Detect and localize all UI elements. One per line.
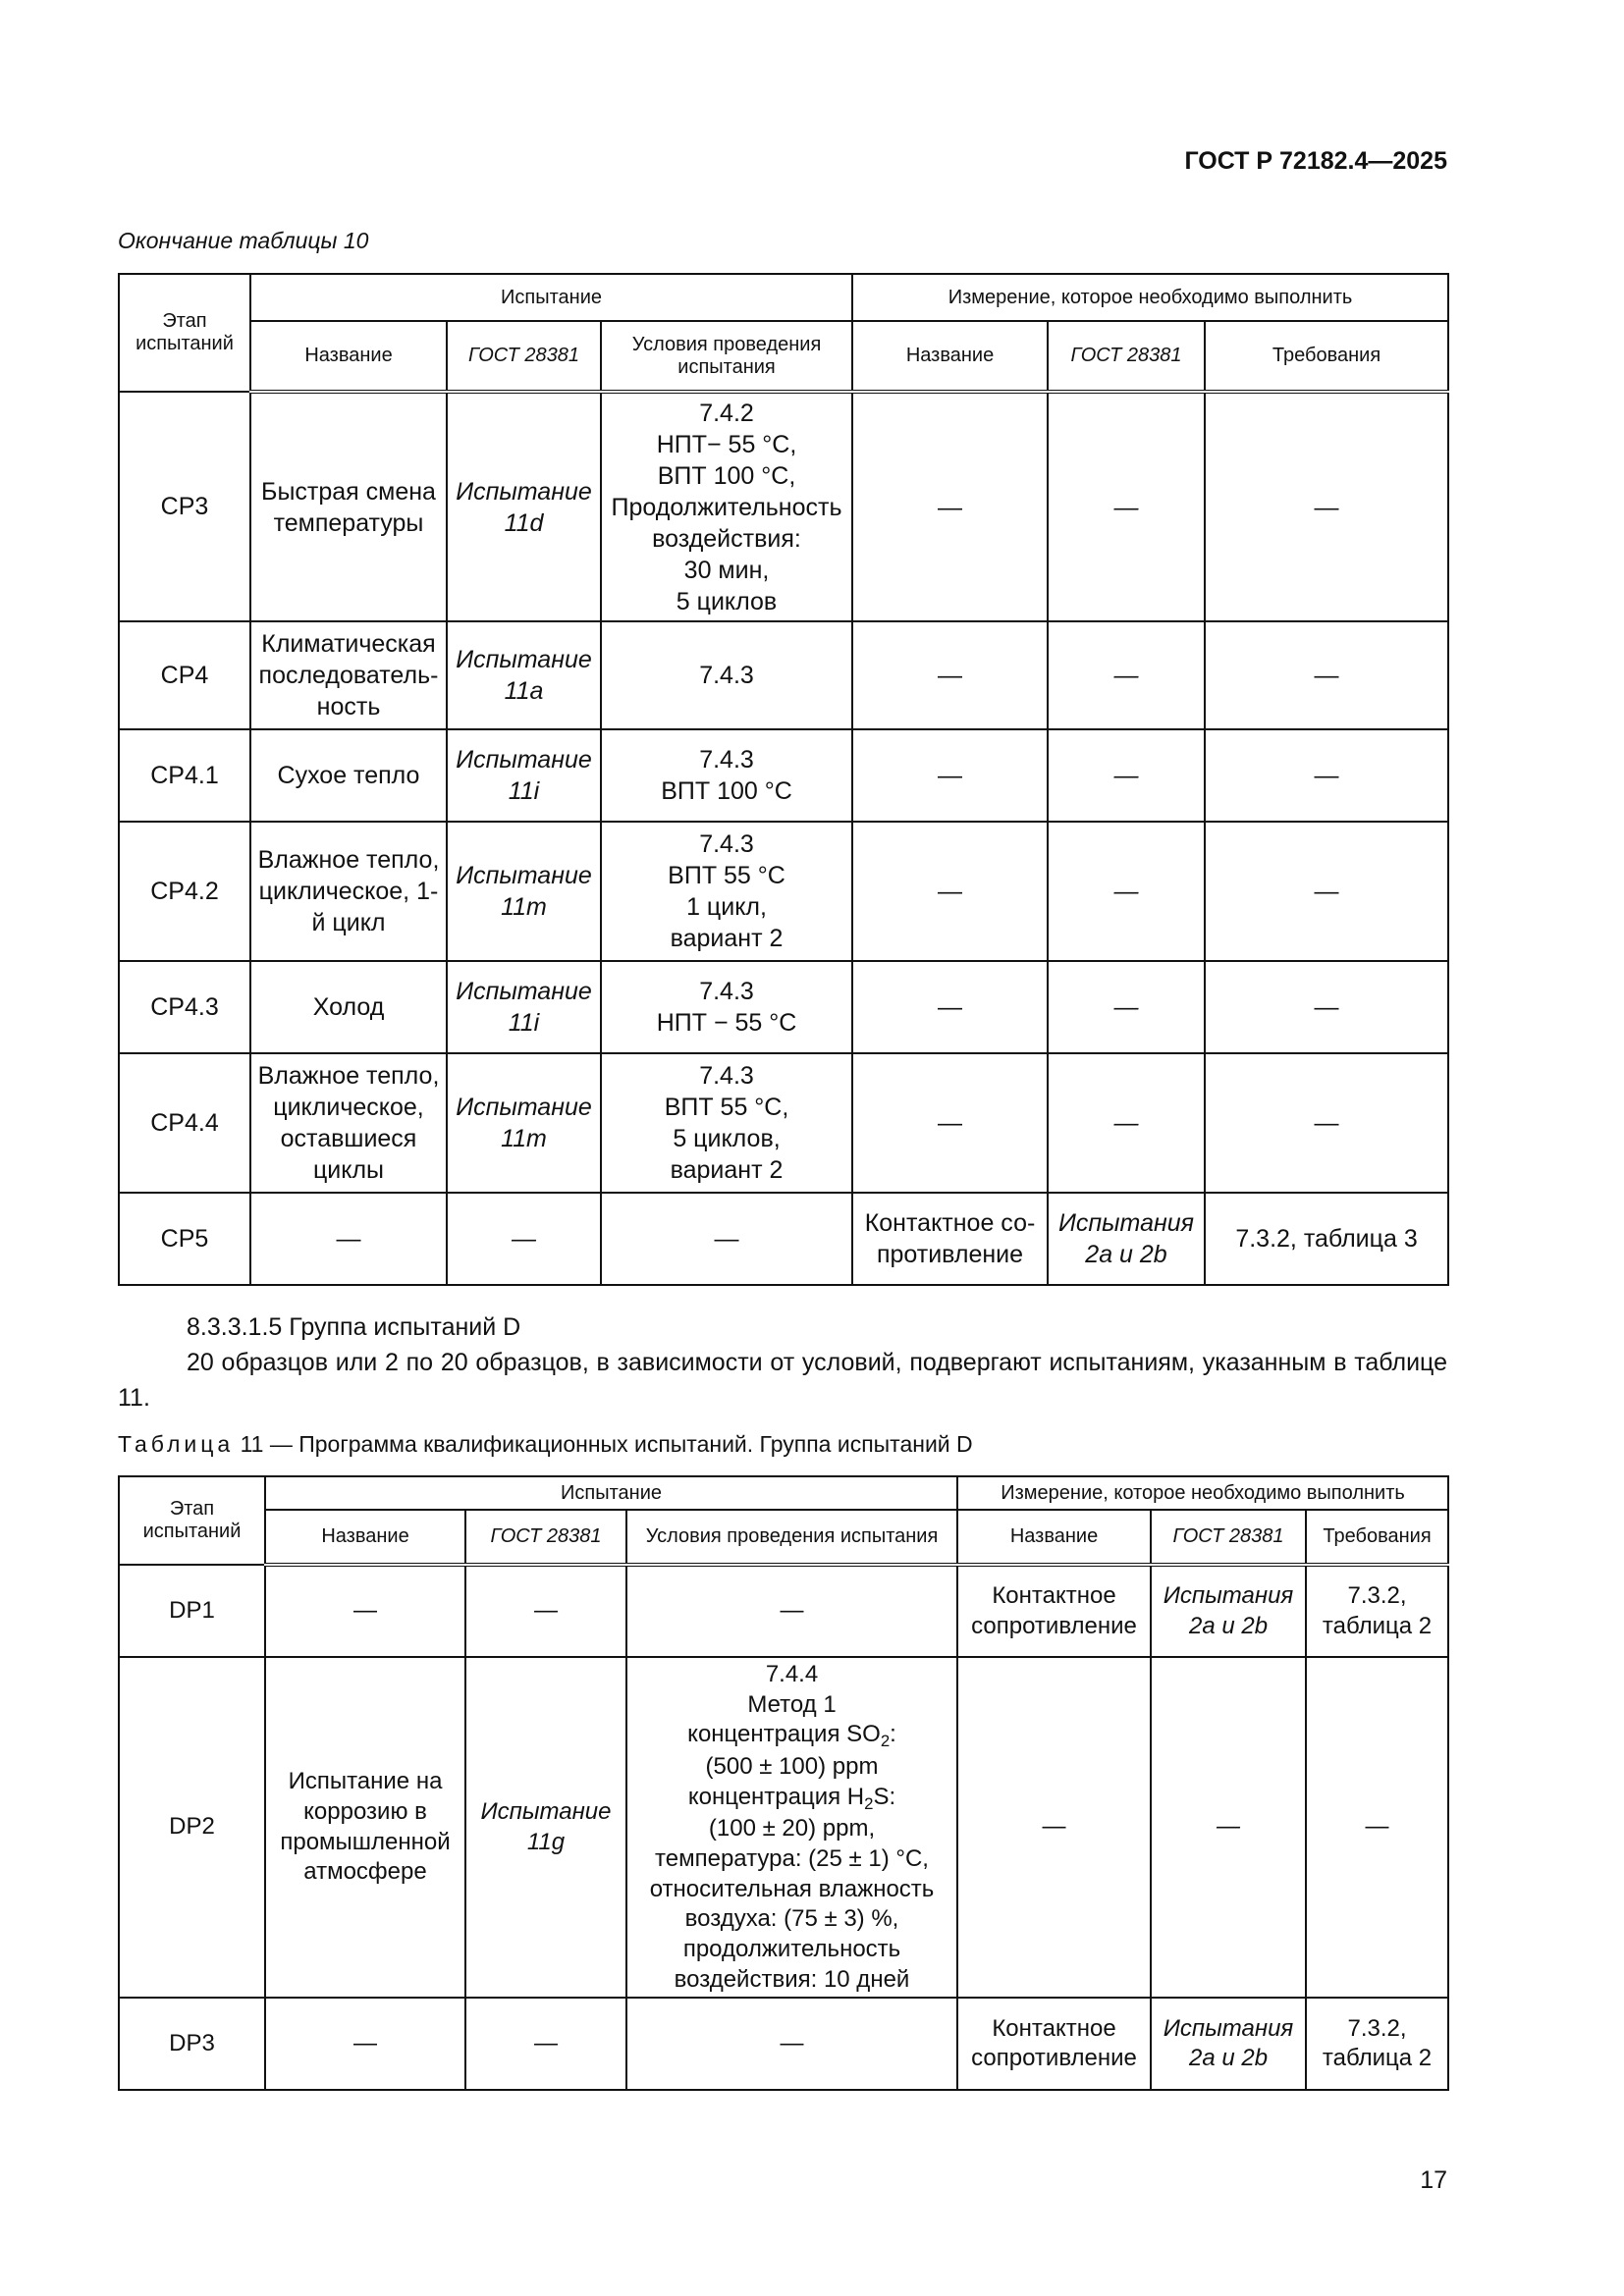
header-measure-group: Измерение, которое необходимо выполнить xyxy=(957,1476,1448,1510)
header-test-conditions: Условия проведения испытания xyxy=(601,321,852,392)
table-row xyxy=(119,822,1448,961)
header-stage: Этап испытаний xyxy=(119,1476,265,1565)
gost-cell: — xyxy=(447,1193,601,1285)
header-requirements: Требования xyxy=(1306,1510,1448,1565)
conditions-line: относительная влажность xyxy=(649,1875,935,1902)
stage-cell: CP4.1 xyxy=(119,729,250,822)
table-row xyxy=(119,1657,1448,1998)
test-name-cell: Климатическая последователь-ность xyxy=(250,621,447,729)
table11-caption-text: 11 — Программа квалификационных испытаний. Группа испытаний D xyxy=(240,1431,973,1457)
conditions-line: воздействия: xyxy=(652,524,801,553)
test-name-cell: Испытание на коррозию в промышленной атмосфере xyxy=(265,1657,465,1998)
test-name-cell: Влажное тепло, циклическое, 1-й цикл xyxy=(250,822,447,961)
requirements-cell: — xyxy=(1205,621,1448,729)
measure-name-cell: — xyxy=(852,1053,1048,1193)
table-row xyxy=(119,392,1448,621)
measure-gost-cell: Испытания 2a и 2b xyxy=(1151,1565,1306,1657)
requirements-cell: 7.3.2, таблица 3 xyxy=(1205,1193,1448,1285)
h2s-prefix: концентрация H xyxy=(687,1783,865,1810)
conditions-line: 5 циклов xyxy=(676,587,778,615)
stage-cell: CP4.2 xyxy=(119,822,250,961)
conditions-line: ВПТ 55 °C, xyxy=(664,1094,789,1121)
requirements-cell: 7.3.2, таблица 2 xyxy=(1306,1565,1448,1657)
h2s-subscript: 2 xyxy=(864,1793,874,1813)
measure-gost-cell: — xyxy=(1048,822,1205,961)
header-measure-name: Название xyxy=(852,321,1048,392)
table-row xyxy=(119,961,1448,1053)
conditions-cell xyxy=(601,1053,852,1193)
measure-gost-cell: — xyxy=(1048,1053,1205,1193)
section-body: 20 образцов или 2 по 20 образцов, в зависимости от условий, подвергают испытаниям, указанным в таблице 11. xyxy=(118,1349,1447,1412)
header-test-conditions: Условия проведения испытания xyxy=(626,1510,957,1565)
measure-gost-cell: — xyxy=(1151,1657,1306,1998)
measure-name-cell: — xyxy=(852,961,1048,1053)
gost-cell: Испытание 11m xyxy=(447,1053,601,1193)
h2s-suffix: S: xyxy=(873,1783,896,1810)
measure-name-cell: — xyxy=(852,729,1048,822)
table11-caption-label: Таблица xyxy=(118,1431,235,1457)
requirements-cell: — xyxy=(1306,1657,1448,1998)
conditions-line: Метод 1 xyxy=(747,1690,837,1718)
measure-gost-cell: — xyxy=(1048,621,1205,729)
header-test-gost: ГОСТ 28381 xyxy=(465,1510,626,1565)
measure-name-cell: Контактное сопротивление xyxy=(957,1565,1151,1657)
conditions-line: воздействия: 10 дней xyxy=(674,1965,910,1993)
header-test-group: Испытание xyxy=(250,274,852,321)
header-test-name: Название xyxy=(265,1510,465,1565)
section-heading: 8.3.3.1.5 Группа испытаний D xyxy=(187,1313,521,1341)
header-measure-name: Название xyxy=(957,1510,1151,1565)
gost-cell: Испытание 11i xyxy=(447,961,601,1053)
conditions-line: 7.4.2 xyxy=(699,399,754,427)
gost-cell: Испытание 11d xyxy=(447,392,601,621)
measure-name-cell: — xyxy=(852,621,1048,729)
conditions-cell xyxy=(601,1193,852,1285)
test-name-cell: Влажное тепло, циклическое, оставшиеся циклы xyxy=(250,1053,447,1193)
table-row xyxy=(119,1053,1448,1193)
conditions-cell xyxy=(601,961,852,1053)
gost-cell: Испытание 11m xyxy=(447,822,601,961)
measure-gost-cell: — xyxy=(1048,729,1205,822)
conditions-line: (500 ± 100) ppm xyxy=(705,1752,879,1780)
requirements-cell: 7.3.2, таблица 2 xyxy=(1306,1998,1448,2090)
conditions-line-h2s xyxy=(631,1783,952,1815)
measure-name-cell: Контактное со-противление xyxy=(852,1193,1048,1285)
requirements-cell: — xyxy=(1205,822,1448,961)
conditions-line: 7.4.4 xyxy=(765,1661,819,1687)
requirements-cell: — xyxy=(1205,961,1448,1053)
conditions-line: 7.4.3 xyxy=(699,978,754,1005)
conditions-line: вариант 2 xyxy=(670,1156,784,1184)
test-name-cell: Сухое тепло xyxy=(250,729,447,822)
measure-gost-cell: — xyxy=(1048,961,1205,1053)
conditions-line-so2 xyxy=(631,1720,952,1752)
measure-gost-cell: Испытания 2a и 2b xyxy=(1151,1998,1306,2090)
conditions-cell xyxy=(601,621,852,729)
table11-caption xyxy=(118,1431,973,1458)
test-name-cell: Быстрая смена температуры xyxy=(250,392,447,621)
table-row xyxy=(119,1998,1448,2090)
conditions-cell xyxy=(601,822,852,961)
gost-cell: — xyxy=(465,1998,626,2090)
stage-cell: CP4 xyxy=(119,621,250,729)
conditions-cell xyxy=(601,729,852,822)
table-10 xyxy=(118,273,1449,1286)
conditions-line: воздуха: (75 ± 3) %, xyxy=(684,1905,899,1933)
stage-cell: DP3 xyxy=(119,1998,265,2090)
conditions-line: температура: (25 ± 1) °C, xyxy=(655,1844,929,1872)
header-test-group: Испытание xyxy=(265,1476,957,1510)
conditions-line: ВПТ 100 °C, xyxy=(657,461,796,490)
test-name-cell: — xyxy=(265,1998,465,2090)
measure-gost-cell: — xyxy=(1048,392,1205,621)
stage-cell: CP5 xyxy=(119,1193,250,1285)
gost-cell: Испытание 11i xyxy=(447,729,601,822)
conditions-line: 7.4.3 xyxy=(699,830,754,858)
requirements-cell: — xyxy=(1205,392,1448,621)
conditions-line: (100 ± 20) ppm, xyxy=(708,1815,876,1842)
header-measure-gost: ГОСТ 28381 xyxy=(1151,1510,1306,1565)
header-stage: Этап испытаний xyxy=(119,274,250,392)
stage-cell: DP1 xyxy=(119,1565,265,1657)
conditions-cell: — xyxy=(626,1565,957,1657)
conditions-line: ВПТ 55 °C xyxy=(668,862,785,889)
gost-cell: Испытание 11g xyxy=(465,1657,626,1998)
conditions-line: 5 циклов, xyxy=(673,1125,781,1152)
conditions-line: вариант 2 xyxy=(670,925,784,952)
page-number: 17 xyxy=(1420,2166,1447,2194)
conditions-cell xyxy=(626,1657,957,1998)
requirements-cell: — xyxy=(1205,1053,1448,1193)
test-name-cell: Холод xyxy=(250,961,447,1053)
measure-name-cell: Контактное сопротивление xyxy=(957,1998,1151,2090)
stage-cell: CP3 xyxy=(119,392,250,621)
table-row xyxy=(119,621,1448,729)
header-measure-group: Измерение, которое необходимо выполнить xyxy=(852,274,1448,321)
conditions-cell xyxy=(601,392,852,621)
conditions-line: продолжительность xyxy=(682,1936,901,1963)
gost-cell: — xyxy=(465,1565,626,1657)
conditions-line: — xyxy=(714,1225,739,1253)
measure-name-cell: — xyxy=(852,822,1048,961)
so2-subscript: 2 xyxy=(880,1732,891,1751)
conditions-line: 7.4.3 xyxy=(699,1062,754,1090)
measure-name-cell: — xyxy=(852,392,1048,621)
table-row xyxy=(119,1193,1448,1285)
so2-prefix: концентрация SO xyxy=(687,1721,881,1748)
requirements-cell: — xyxy=(1205,729,1448,822)
conditions-line: 7.4.3 xyxy=(699,662,754,689)
header-test-name: Название xyxy=(250,321,447,392)
stage-cell: CP4.3 xyxy=(119,961,250,1053)
conditions-line: ВПТ 100 °C xyxy=(661,777,792,805)
test-name-cell: — xyxy=(250,1193,447,1285)
conditions-line: НПТ− 55 °C, xyxy=(656,430,797,458)
document-header: ГОСТ Р 72182.4—2025 xyxy=(1184,147,1447,175)
table-11 xyxy=(118,1475,1449,2091)
header-requirements: Требования xyxy=(1205,321,1448,392)
header-test-gost: ГОСТ 28381 xyxy=(447,321,601,392)
so2-suffix: : xyxy=(890,1721,896,1748)
measure-name-cell: — xyxy=(957,1657,1151,1998)
test-name-cell: — xyxy=(265,1565,465,1657)
conditions-line: 1 цикл, xyxy=(686,893,767,921)
conditions-cell: — xyxy=(626,1998,957,2090)
measure-gost-cell: Испытания 2a и 2b xyxy=(1048,1193,1205,1285)
table-row xyxy=(119,729,1448,822)
table10-caption: Окончание таблицы 10 xyxy=(118,228,369,253)
gost-cell: Испытание 11a xyxy=(447,621,601,729)
conditions-line: 30 мин, xyxy=(683,556,770,584)
conditions-line: НПТ − 55 °C xyxy=(656,1009,797,1037)
table-row xyxy=(119,1565,1448,1657)
conditions-line: Продолжительность xyxy=(611,493,842,521)
header-measure-gost: ГОСТ 28381 xyxy=(1048,321,1205,392)
stage-cell: CP4.4 xyxy=(119,1053,250,1193)
stage-cell: DP2 xyxy=(119,1657,265,1998)
conditions-line: 7.4.3 xyxy=(699,746,754,774)
